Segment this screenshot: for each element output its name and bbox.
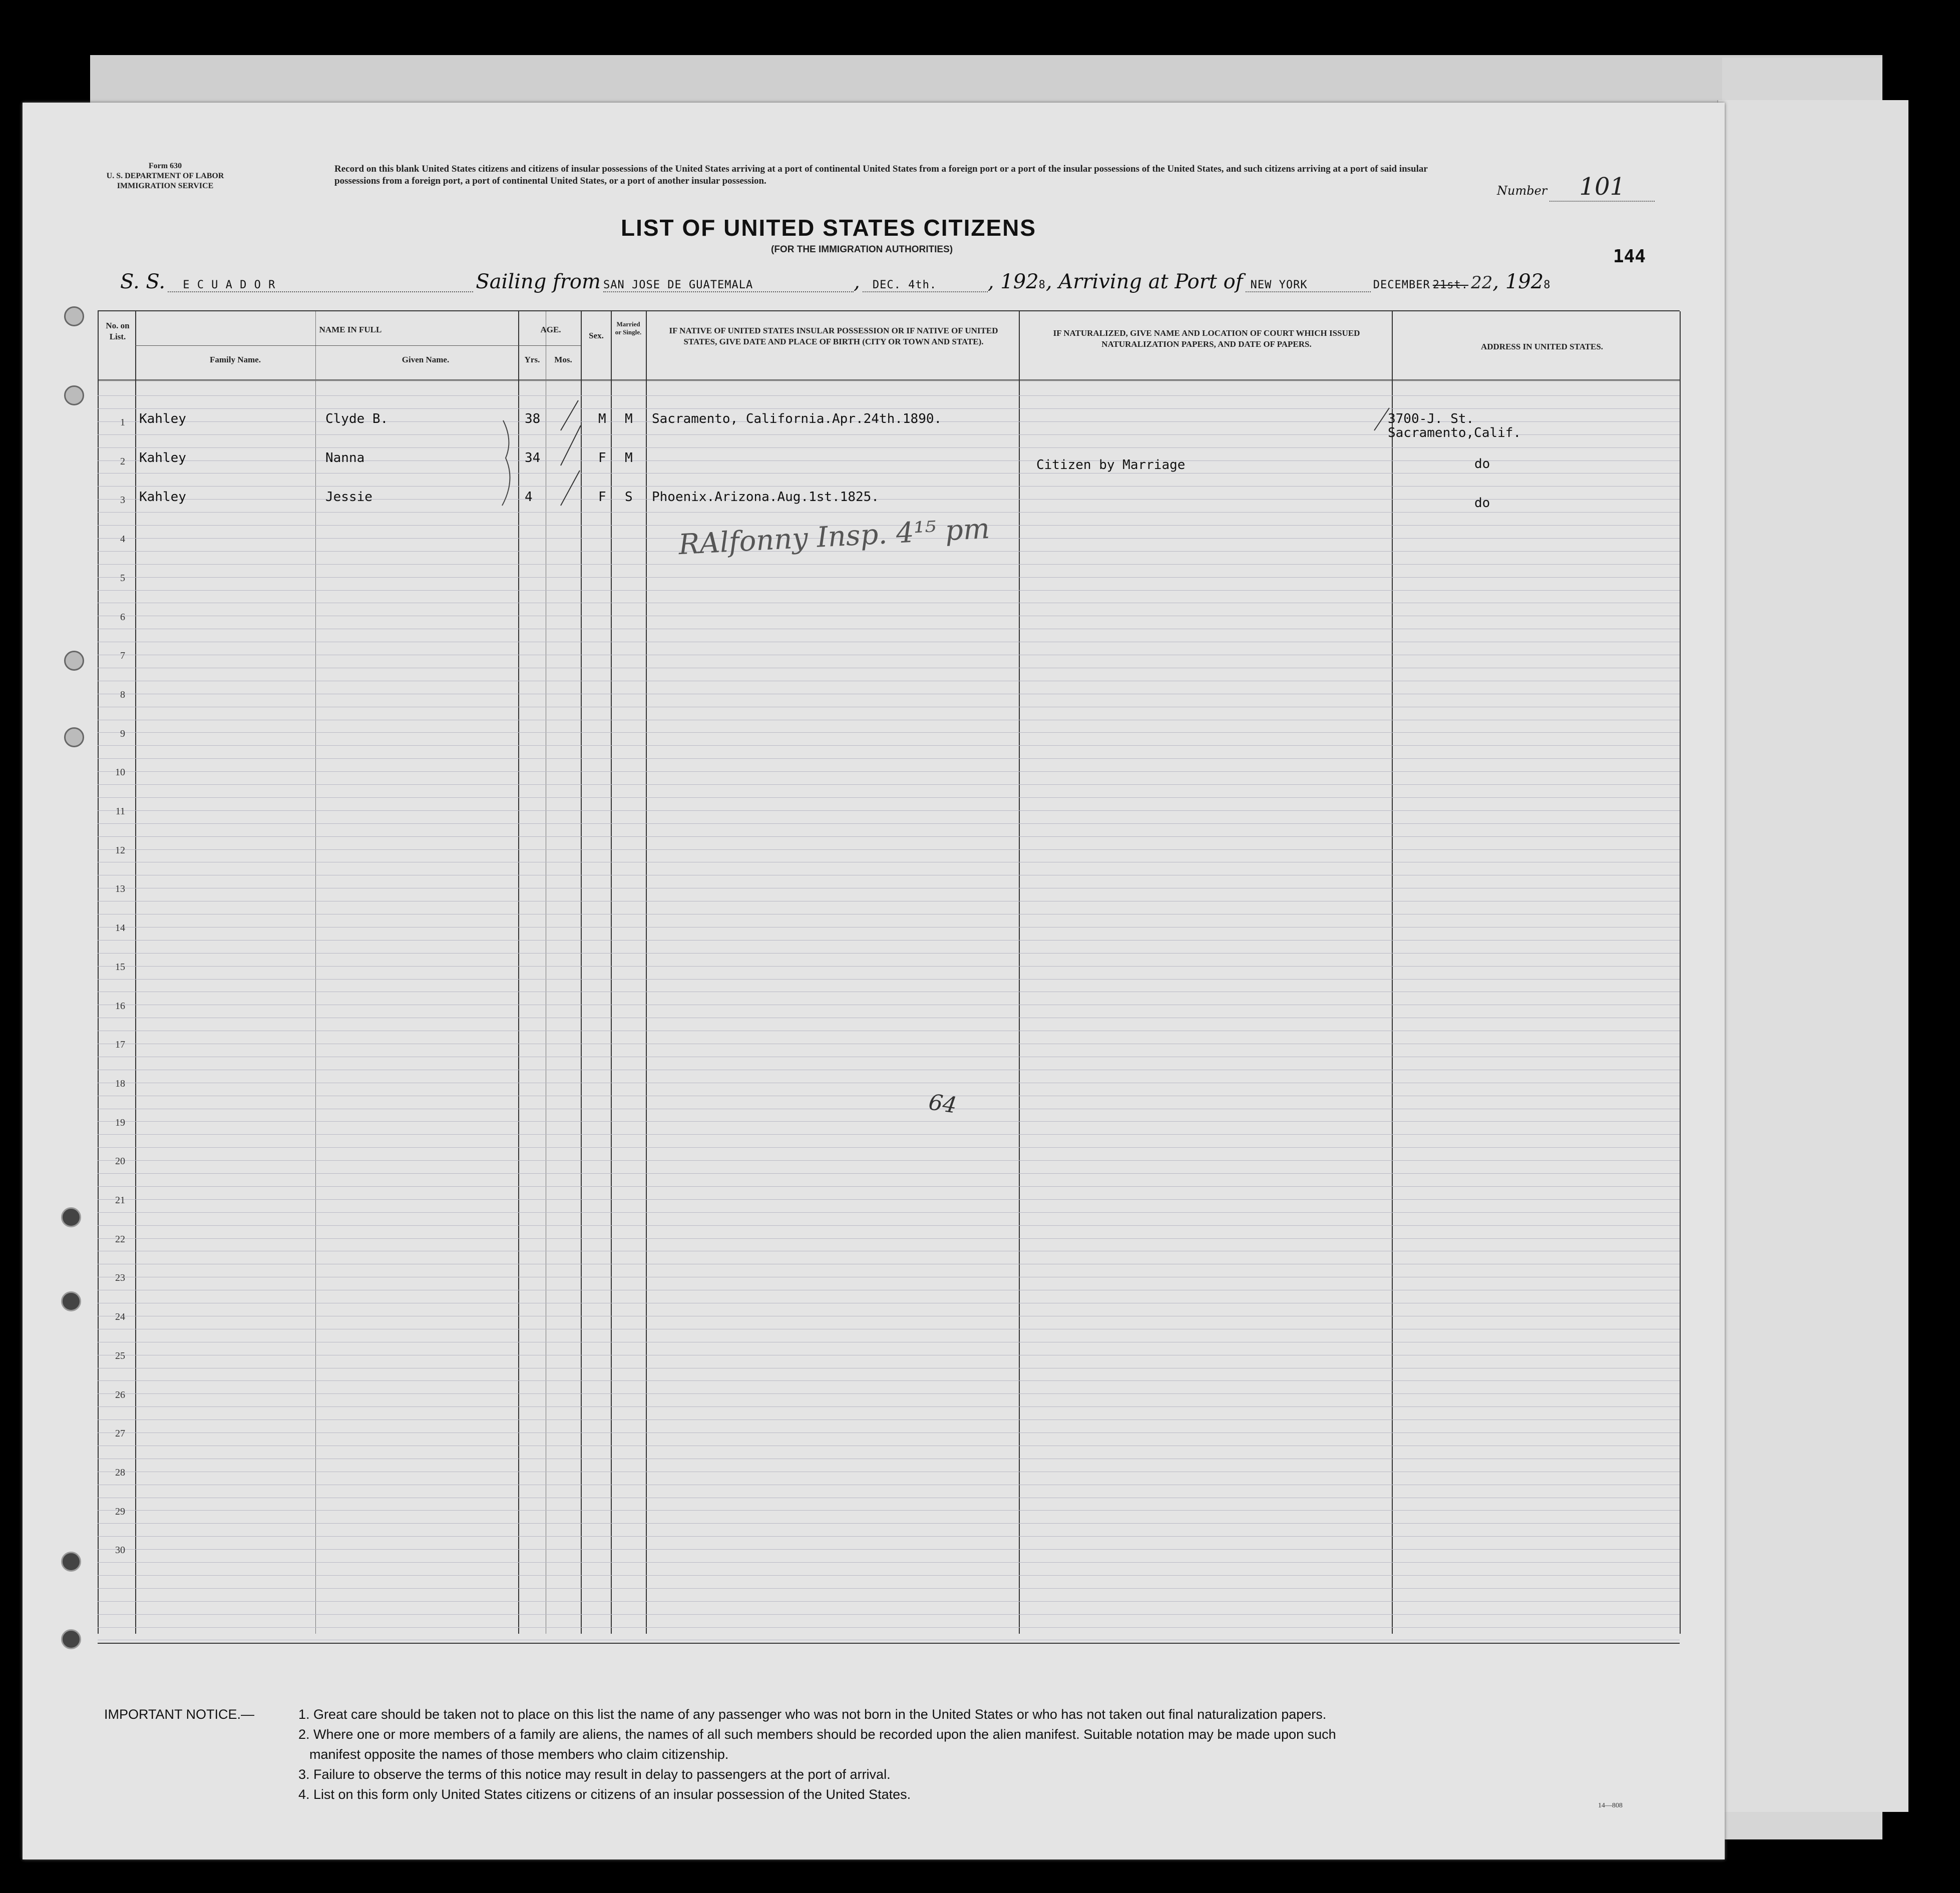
ruled-line xyxy=(98,486,1680,487)
ruled-line xyxy=(98,1601,1680,1602)
column-divider xyxy=(135,311,136,1634)
notice-item: 4. List on this form only United States citizens or citizens of an insular possession of the United States. xyxy=(298,1787,911,1802)
punch-hole xyxy=(61,1629,81,1649)
page-subtitle: (FOR THE IMMIGRATION AUTHORITIES) xyxy=(771,244,953,255)
ruled-line xyxy=(98,1627,1680,1628)
number-value: 101 xyxy=(1549,173,1655,202)
table-bottom-border xyxy=(98,1643,1680,1644)
row-number: 23 xyxy=(115,1272,125,1284)
punch-hole xyxy=(64,727,84,747)
row-number: 2 xyxy=(120,455,125,467)
bracket-mark xyxy=(493,410,523,511)
record-instruction: Record on this blank United States citizens and citizens of insular possessions of the United States arriving at a port of continental United States from a foreign port or a port of the insular possessions of the United States, and such citizens arriving at a port of said insular possessions from a foreign port, a port of continental United States, or a port of another insular possession. xyxy=(334,164,1428,186)
ruled-line xyxy=(98,1523,1680,1524)
address-cell: do xyxy=(1474,496,1490,511)
ruled-line xyxy=(98,1380,1680,1381)
row-number: 25 xyxy=(115,1350,125,1361)
punch-hole xyxy=(61,1207,81,1227)
ruled-line xyxy=(98,1147,1680,1148)
punch-hole xyxy=(61,1291,81,1311)
col-header-birth: IF NATIVE OF UNITED STATES INSULAR POSSESSION OR IF NATIVE OF UNITED STATES, GIVE DATE AND PLACE OF BIRTH (CITY OR TOWN AND STATE). xyxy=(669,326,998,346)
given-name-cell: Jessie xyxy=(325,490,372,505)
ruled-line xyxy=(98,823,1680,824)
ruled-line xyxy=(98,551,1680,552)
ruled-line xyxy=(98,784,1680,785)
department-name: U. S. DEPARTMENT OF LABOR xyxy=(106,172,224,180)
ruled-line xyxy=(98,1536,1680,1537)
ruled-line xyxy=(98,1186,1680,1187)
name-header-divider xyxy=(135,345,536,346)
punch-hole xyxy=(61,1552,81,1572)
row-number: 29 xyxy=(115,1506,125,1517)
handwritten-mark: 64 xyxy=(927,1089,959,1119)
col-header-mos: Mos. xyxy=(554,355,572,364)
number-field xyxy=(1497,173,1662,202)
column-divider xyxy=(1392,311,1393,1634)
row-number: 5 xyxy=(120,572,125,584)
age-header-divider xyxy=(518,345,581,346)
ruled-line xyxy=(98,771,1680,772)
given-name-cell: Nanna xyxy=(325,450,365,465)
ruled-line xyxy=(98,1199,1680,1200)
row-number: 16 xyxy=(115,1000,125,1012)
arriving-label: Arriving at Port of xyxy=(1058,270,1243,293)
marital-status-cell: M xyxy=(625,450,633,465)
column-divider xyxy=(611,311,612,1634)
row-number: 7 xyxy=(120,650,125,662)
row-number: 6 xyxy=(120,611,125,623)
col-header-no: No. on List. xyxy=(106,321,130,341)
year-prefix: 192 xyxy=(1000,270,1039,293)
manifest-table xyxy=(98,311,1680,1634)
ruled-line xyxy=(98,810,1680,811)
ruled-line xyxy=(98,953,1680,954)
row-number: 3 xyxy=(120,495,125,506)
arrival-day: 22 xyxy=(1471,273,1493,293)
ruled-line xyxy=(98,1588,1680,1589)
page-number: 144 xyxy=(1613,246,1646,267)
form-code: 14—808 xyxy=(1598,1802,1623,1809)
sex-cell: M xyxy=(598,411,606,426)
ruled-line xyxy=(98,395,1680,396)
row-number: 30 xyxy=(115,1545,125,1556)
notice-item: 3. Failure to observe the terms of this notice may result in delay to passengers at the port of arrival. xyxy=(298,1767,891,1782)
row-number: 9 xyxy=(120,728,125,739)
ruled-line xyxy=(98,577,1680,578)
row-number: 8 xyxy=(120,689,125,700)
family-name-cell: Kahley xyxy=(139,411,186,426)
address-cell: 3700-J. St. xyxy=(1388,411,1474,426)
row-number: 19 xyxy=(115,1117,125,1128)
ruled-line xyxy=(98,564,1680,565)
ruled-line xyxy=(98,408,1680,409)
column-divider xyxy=(315,311,316,1634)
arrival-port: NEW YORK xyxy=(1246,279,1371,292)
row-number: 26 xyxy=(115,1389,125,1400)
marital-status-cell: S xyxy=(625,490,633,505)
ruled-line xyxy=(98,590,1680,591)
punch-hole xyxy=(64,651,84,671)
punch-hole xyxy=(64,306,84,326)
service-name: IMMIGRATION SERVICE xyxy=(117,182,214,190)
arrival-year-digit: 8 xyxy=(1543,279,1551,291)
row-number: 21 xyxy=(115,1195,125,1206)
departure-port: SAN JOSE DE GUATEMALA xyxy=(603,279,854,292)
sex-cell: F xyxy=(598,490,606,505)
row-number: 22 xyxy=(115,1233,125,1245)
family-name-cell: Kahley xyxy=(139,450,186,465)
inspector-note: RAlfonny Insp. 4¹⁵ pm xyxy=(677,512,991,562)
ruled-line xyxy=(98,797,1680,798)
col-header-family: Family Name. xyxy=(210,355,261,364)
naturalization-cell: Citizen by Marriage xyxy=(1036,457,1186,472)
birthplace-cell: Sacramento, California.Apr.24th.1890. xyxy=(652,411,942,426)
ruled-line xyxy=(98,1225,1680,1226)
notice-item: manifest opposite the names of those members who claim citizenship. xyxy=(309,1747,729,1762)
ruled-line xyxy=(98,1510,1680,1511)
col-header-age: AGE. xyxy=(540,325,561,334)
age-years-cell: 4 xyxy=(525,490,533,505)
notice-item: 2. Where one or more members of a family are aliens, the names of all such members should be recorded upon the alien manifest. Suitable notation may be made upon such xyxy=(298,1727,1336,1742)
ruled-line xyxy=(98,512,1680,513)
ruled-line xyxy=(98,1238,1680,1239)
check-mark xyxy=(1369,405,1399,435)
col-header-married: Married or Single. xyxy=(615,320,642,336)
ruled-line xyxy=(98,849,1680,850)
col-header-name: NAME IN FULL xyxy=(319,325,382,334)
sailing-label: Sailing from xyxy=(476,270,601,293)
year-prefix: 192 xyxy=(1505,270,1544,293)
ship-name: E C U A D O R xyxy=(168,279,473,292)
given-name-cell: Clyde B. xyxy=(325,411,388,426)
form-number: Form 630 xyxy=(148,162,182,170)
voyage-line: S. S. E C U A D O R Sailing from SAN JOSE DE GUATEMALA , DEC. 4th. , 1928, Arriving at Port of NEW YORK DECEMBER 21st. 22, 1928 xyxy=(120,270,1551,293)
col-header-sex: Sex. xyxy=(589,331,604,340)
ruled-line xyxy=(98,1562,1680,1563)
check-marks xyxy=(556,395,596,511)
ruled-line xyxy=(98,745,1680,746)
departure-date: DEC. 4th. xyxy=(863,279,988,292)
age-years-cell: 38 xyxy=(525,411,541,426)
address-cell: do xyxy=(1474,456,1490,471)
age-years-cell: 34 xyxy=(525,450,541,465)
ruled-line xyxy=(98,447,1680,448)
row-number: 4 xyxy=(120,534,125,545)
number-label: Number xyxy=(1497,184,1547,198)
row-number: 11 xyxy=(115,806,125,817)
row-number: 14 xyxy=(115,922,125,934)
row-number: 27 xyxy=(115,1428,125,1440)
background-sheet xyxy=(1717,100,1908,1812)
row-number: 17 xyxy=(115,1039,125,1051)
birthplace-cell: Phoenix.Arizona.Aug.1st.1825. xyxy=(652,490,879,505)
ruled-line xyxy=(98,979,1680,980)
important-notice xyxy=(104,1704,1681,1804)
ruled-line xyxy=(98,1212,1680,1213)
row-number: 1 xyxy=(120,417,125,428)
arrival-day-struck: 21st. xyxy=(1432,279,1469,291)
form-id-block xyxy=(90,161,240,191)
address-cell: Sacramento,Calif. xyxy=(1388,425,1521,440)
row-number: 28 xyxy=(115,1467,125,1478)
ruled-line xyxy=(98,1406,1680,1407)
column-divider xyxy=(1680,311,1681,1634)
column-divider xyxy=(98,311,99,1634)
col-header-address: ADDRESS IN UNITED STATES. xyxy=(1480,342,1604,351)
ruled-line xyxy=(98,732,1680,733)
ruled-line xyxy=(98,1134,1680,1135)
ruled-line xyxy=(98,1173,1680,1174)
row-number: 10 xyxy=(115,767,125,778)
ruled-line xyxy=(98,1393,1680,1394)
ruled-line xyxy=(98,1549,1680,1550)
row-number: 18 xyxy=(115,1078,125,1089)
ruled-line xyxy=(98,966,1680,967)
family-name-cell: Kahley xyxy=(139,490,186,505)
page-title: LIST OF UNITED STATES CITIZENS xyxy=(621,215,1037,241)
ruled-line xyxy=(98,1121,1680,1122)
ruled-line xyxy=(98,1160,1680,1161)
row-number: 20 xyxy=(115,1156,125,1167)
row-number: 12 xyxy=(115,844,125,856)
row-number: 24 xyxy=(115,1311,125,1323)
column-divider xyxy=(646,311,647,1634)
ruled-line xyxy=(98,1419,1680,1420)
punch-hole xyxy=(64,385,84,405)
arrival-month: DECEMBER xyxy=(1373,279,1430,291)
ruled-line xyxy=(98,1614,1680,1615)
ruled-line xyxy=(98,473,1680,474)
ruled-line xyxy=(98,1575,1680,1576)
ruled-line xyxy=(98,836,1680,837)
col-header-naturalized: IF NATURALIZED, GIVE NAME AND LOCATION OF COURT WHICH ISSUED NATURALIZATION PAPERS, AND DATE OF PAPERS. xyxy=(1053,328,1360,349)
ss-label: S. S. xyxy=(120,270,166,293)
row-number: 13 xyxy=(115,883,125,895)
notice-heading: IMPORTANT NOTICE.— xyxy=(104,1707,255,1722)
notice-item: 1. Great care should be taken not to place on this list the name of any passenger who was not born in the United States or who has not taken out final naturalization papers. xyxy=(298,1707,1327,1722)
col-header-yrs: Yrs. xyxy=(524,355,540,364)
ruled-line xyxy=(98,758,1680,759)
row-number: 15 xyxy=(115,961,125,973)
col-header-given: Given Name. xyxy=(402,355,450,364)
departure-year-digit: 8 xyxy=(1038,279,1046,291)
column-divider xyxy=(1019,311,1020,1634)
sex-cell: F xyxy=(598,450,606,465)
marital-status-cell: M xyxy=(625,411,633,426)
